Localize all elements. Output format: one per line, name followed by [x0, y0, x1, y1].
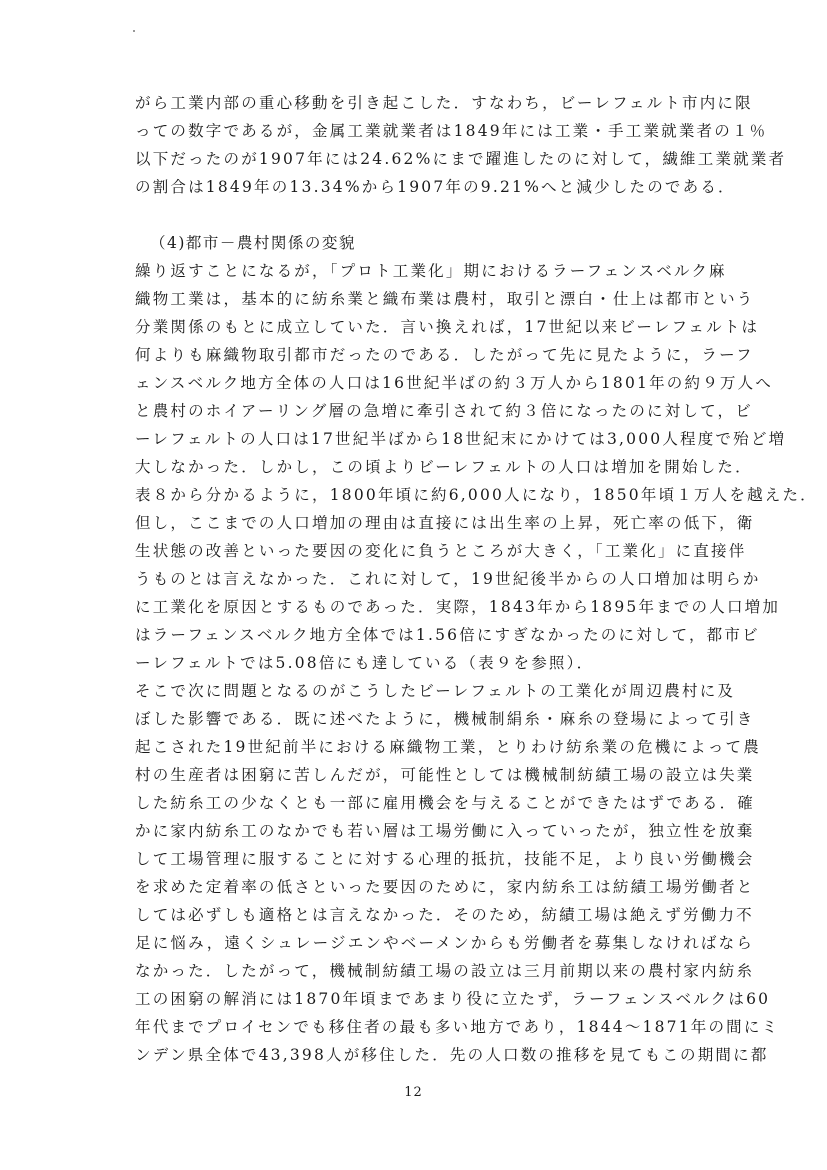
paragraph-line: はラーフェンスベルク地方全体では1.56倍にすぎなかったのに対して，都市ビ	[135, 626, 760, 644]
paragraph-line: うものとは言えなかった．これに対して，19世紀後半からの人口増加は明らか	[135, 570, 761, 588]
scan-mark	[133, 30, 135, 32]
section-heading: （4)都市－農村関係の変貌	[150, 234, 356, 252]
paragraph-line: ーレフェルトの人口は17世紀半ばから18世紀末にかけては3,000人程度で殆ど増	[135, 430, 787, 448]
paragraph-line: して工場管理に服することに対する心理的抵抗，技能不足，より良い労働機会	[135, 850, 755, 868]
paragraph-line: ーレフェルトでは5.08倍にも達している（表９を参照）．	[135, 654, 595, 672]
paragraph-line: 工の困窮の解消には1870年頃まであまり役に立たず，ラーフェンスベルクは60	[135, 990, 771, 1008]
page-number: 12	[404, 1085, 423, 1100]
paragraph-line: ンデン県全体で43,398人が移住した．先の人口数の推移を見てもこの期間に都	[135, 1046, 769, 1064]
paragraph-line: 起こされた19世紀前半における麻織物工業，とりわけ紡糸業の危機によって農	[135, 738, 761, 756]
paragraph-line: 織物工業は，基本的に紡糸業と織布業は農村，取引と漂白・仕上は都市という	[135, 290, 755, 308]
paragraph-line: がら工業内部の重心移動を引き起こした．すなわち，ビーレフェルト市内に限	[135, 94, 753, 112]
paragraph-line: 足に悩み，遠くシュレージエンやベーメンからも労働者を募集しなければなら	[135, 934, 755, 952]
paragraph-line: 生状態の改善といった要因の変化に負うところが大きく，「工業化」に直接伴	[135, 542, 747, 560]
paragraph-line: の割合は1849年の13.34%から1907年の9.21%へと減少したのである．	[135, 178, 736, 196]
paragraph-line: 年代までプロイセンでも移住者の最も多い地方であり，1844～1871年の間にミ	[135, 1018, 780, 1036]
paragraph-line: なかった．したがって，機械制紡績工場の設立は三月前期以来の農村家内紡糸	[135, 962, 755, 980]
paragraph-line: 表８から分かるように，1800年頃に約6,000人になり，1850年頃１万人を越えた．	[135, 486, 818, 504]
paragraph-line: 大しなかった．しかし，この頃よりビーレフェルトの人口は増加を開始した．	[135, 458, 753, 476]
paragraph-line: そこで次に問題となるのがこうしたビーレフェルトの工業化が周辺農村に及	[135, 682, 736, 700]
paragraph-line: かに家内紡糸工のなかでも若い層は工場労働に入っていったが，独立性を放棄	[135, 822, 755, 840]
paragraph-line: ェンスベルク地方全体の人口は16世紀半ばの約３万人から1801年の約９万人へ	[135, 374, 773, 392]
paragraph-line: に工業化を原因とするものであった．実際，1843年から1895年までの人口増加	[135, 598, 781, 616]
paragraph-line: 以下だったのが1907年には24.62%にまで躍進したのに対して，繊維工業就業者	[135, 150, 787, 168]
paragraph-line: っての数字であるが，金属工業就業者は1849年には工業・手工業就業者の１％	[135, 122, 768, 140]
paragraph-line: 分業関係のもとに成立していた．言い換えれば，17世紀以来ビーレフェルトは	[135, 318, 760, 336]
paragraph-line: 但し，ここまでの人口増加の理由は直接には出生率の上昇，死亡率の低下，衛	[135, 514, 755, 532]
paragraph-line: しては必ずしも適格とは言えなかった．そのため，紡績工場は絶えず労働力不	[135, 906, 754, 924]
paragraph-line: 村の生産者は困窮に苦しんだが，可能性としては機械制紡績工場の設立は失業	[135, 766, 755, 784]
paragraph-line: と農村のホイアーリング層の急増に牽引されて約３倍になったのに対して，ビ	[135, 402, 753, 420]
paragraph-line: ぼした影響である．既に述べたように，機械制絹糸・麻糸の登場によって引き	[135, 710, 755, 728]
paragraph-line: を求めた定着率の低さといった要因のために，家内紡糸工は紡績工場労働者と	[135, 878, 755, 896]
paragraph-line: 何よりも麻織物取引都市だったのである．したがって先に見たように，ラーフ	[135, 346, 754, 364]
paragraph-line: 繰り返すことになるが，「プロト工業化」期におけるラーフェンスベルク麻	[135, 262, 727, 280]
paragraph-line: した紡糸工の少なくとも一部に雇用機会を与えることができたはずである．確	[135, 794, 755, 812]
